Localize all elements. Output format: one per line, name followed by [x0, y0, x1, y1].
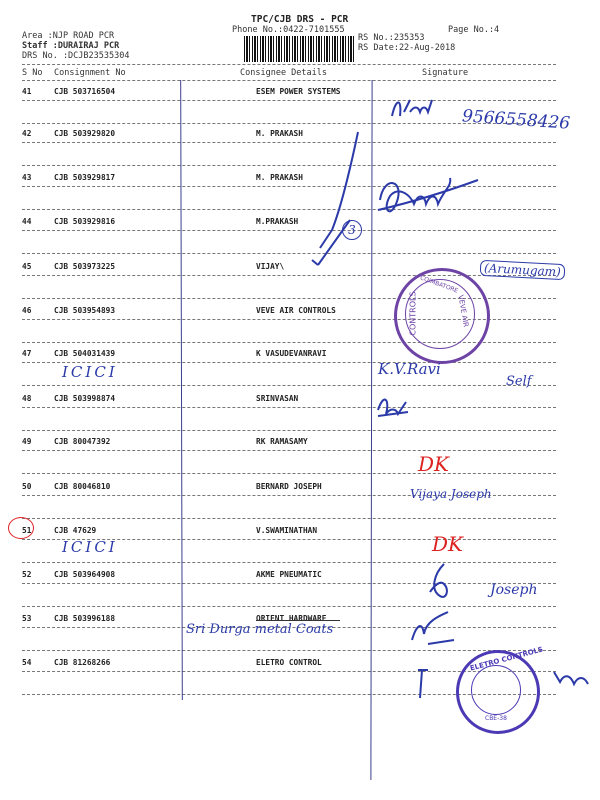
- row-sno: 43: [22, 173, 32, 182]
- veve-stamp-text-2: VEVE AIR: [456, 294, 470, 328]
- row-divider-bottom: [22, 430, 556, 431]
- row-consignment: CJB 503929816: [54, 217, 116, 226]
- row-divider-bottom: [22, 650, 556, 651]
- header-divider-bottom: [22, 80, 556, 81]
- col-consignment: Consignment No: [54, 68, 126, 78]
- row-divider-bottom: [22, 253, 556, 254]
- handwritten-arumugam: (Arumugam): [480, 260, 566, 280]
- eletro-stamp-text-2: CBE-38: [485, 715, 507, 722]
- signature-43: [374, 170, 484, 220]
- row-consignment: CJB 503954893: [54, 306, 116, 315]
- circled-number: 3: [342, 220, 362, 240]
- handwritten-kv-ravi: K.V.Ravi: [378, 360, 441, 378]
- document-title: TPC/CJB DRS - PCR: [251, 14, 349, 25]
- col-signature: Signature: [422, 68, 469, 78]
- row-consignee: ORIENT HARDWARE: [256, 614, 327, 623]
- row-consignment: CJB 47629: [54, 526, 97, 535]
- row-sno: 47: [22, 349, 32, 358]
- row-divider-bottom: [22, 385, 556, 386]
- strikethrough-line: [256, 620, 340, 621]
- row-divider-bottom: [22, 473, 556, 474]
- handwritten-self: Self: [506, 374, 532, 389]
- row-sno: 41: [22, 87, 32, 96]
- row-divider: [22, 142, 556, 143]
- page-number: Page No.:4: [448, 25, 500, 35]
- row-divider: [22, 407, 556, 408]
- col-consignee: Consignee Details: [240, 68, 327, 78]
- row-divider-bottom: [22, 165, 556, 166]
- row-consignment: CJB 503973225: [54, 262, 116, 271]
- handwritten-dk-2: DK: [432, 532, 463, 556]
- row-sno: 50: [22, 482, 32, 491]
- row-consignee: VEVE AIR CONTROLS: [256, 306, 336, 315]
- row-consignee: K VASUDEVANRAVI: [256, 349, 327, 358]
- rs-number: RS No.:235353: [358, 33, 425, 43]
- row-consignment: CJB 80046810: [54, 482, 111, 491]
- handwritten-dk-1: DK: [418, 452, 449, 476]
- row-sno: 48: [22, 394, 32, 403]
- row-sno: 54: [22, 658, 32, 667]
- area-label: Area :NJP ROAD PCR: [22, 31, 115, 41]
- staff-label: Staff :DURAIRAJ PCR: [22, 41, 120, 51]
- row-divider: [22, 583, 556, 584]
- phone-number: Phone No.:0422-7101555: [232, 25, 345, 35]
- row-consignment: CJB 80047392: [54, 437, 111, 446]
- row-sno: 53: [22, 614, 32, 623]
- handwritten-icici-2: ICICI: [62, 538, 118, 556]
- row-consignee: BERNARD JOSEPH: [256, 482, 322, 491]
- row-divider: [22, 230, 556, 231]
- pen-line-left: [180, 80, 183, 700]
- row-consignment: CJB 504031439: [54, 349, 116, 358]
- row-consignment: CJB 503996188: [54, 614, 116, 623]
- handwritten-phone: 9566558426: [461, 106, 571, 134]
- row-divider-bottom: [22, 518, 556, 519]
- drs-number: DRS No. :DCJB23535304: [22, 51, 130, 61]
- signature-48: [374, 390, 414, 420]
- signature-52: [424, 560, 464, 605]
- signature-53: [404, 610, 464, 650]
- veve-stamp-text: CONTROLS: [408, 291, 418, 336]
- signature-41: [388, 94, 448, 130]
- col-sno: S No: [22, 68, 43, 78]
- row-divider-bottom: [22, 606, 556, 607]
- row-consignee: RK RAMASAMY: [256, 437, 308, 446]
- handwritten-icici-1: ICICI: [62, 363, 118, 381]
- row-consignee: V.SWAMINATHAN: [256, 526, 318, 535]
- row-consignee: VIJAY\: [256, 262, 285, 271]
- row-consignment: CJB 503998874: [54, 394, 116, 403]
- handwritten-sri-durga: Sri Durga metal Coats: [186, 622, 334, 637]
- rs-date: RS Date:22-Aug-2018: [358, 43, 456, 53]
- eletro-stamp: [456, 645, 544, 734]
- header-divider-top: [22, 64, 556, 65]
- row-divider: [22, 100, 556, 101]
- row-sno: 49: [22, 437, 32, 446]
- row-consignee: ELETRO CONTROL: [256, 658, 322, 667]
- row-consignee: M. PRAKASH: [256, 173, 303, 182]
- red-circle-51: [8, 517, 34, 539]
- row-consignee: M.PRAKASH: [256, 217, 299, 226]
- veve-stamp: [394, 268, 490, 364]
- row-consignment: CJB 503929820: [54, 129, 116, 138]
- veve-stamp-text-3: COIMBATORE: [419, 274, 459, 295]
- row-consignee: SRINVASAN: [256, 394, 299, 403]
- row-sno: 46: [22, 306, 32, 315]
- row-consignee: ESEM POWER SYSTEMS: [256, 87, 341, 96]
- barcode-image: [244, 36, 354, 62]
- row-sno: 51: [22, 526, 32, 535]
- row-consignee: AKME PNEUMATIC: [256, 570, 322, 579]
- row-sno: 42: [22, 129, 32, 138]
- handwritten-vijaya-joseph: Vijaya Joseph: [410, 487, 492, 501]
- row-sno: 52: [22, 570, 32, 579]
- row-divider-bottom: [22, 562, 556, 563]
- eletro-stamp-inner: [471, 665, 521, 715]
- row-consignment: CJB 503716504: [54, 87, 116, 96]
- row-divider: [22, 275, 556, 276]
- row-consignee: M. PRAKASH: [256, 129, 303, 138]
- row-consignment: CJB 503929817: [54, 173, 116, 182]
- row-sno: 45: [22, 262, 32, 271]
- row-divider: [22, 450, 556, 451]
- handwritten-joseph: Joseph: [490, 582, 538, 598]
- row-consignment: CJB 503964908: [54, 570, 116, 579]
- row-consignment: CJB 81268266: [54, 658, 111, 667]
- handwritten-check-mark: [310, 130, 370, 280]
- eletro-stamp-text: ELETRO CONTROLS: [469, 645, 544, 673]
- row-sno: 44: [22, 217, 32, 226]
